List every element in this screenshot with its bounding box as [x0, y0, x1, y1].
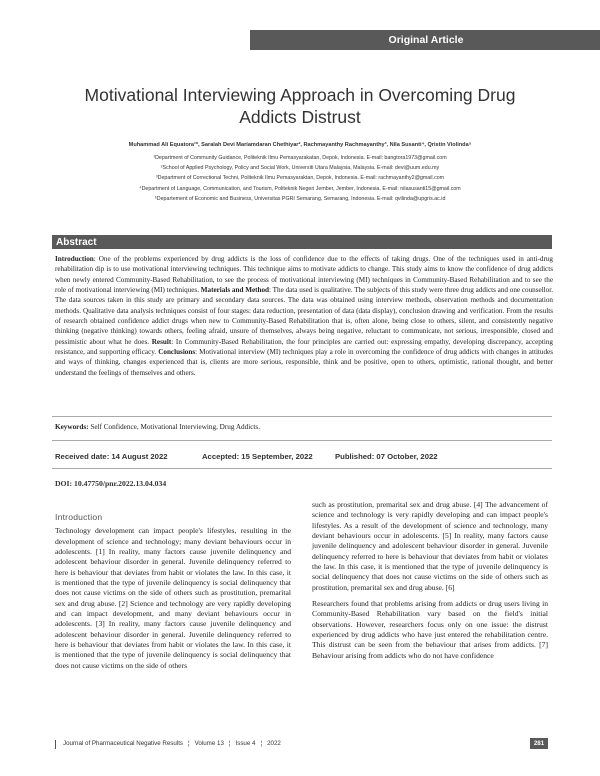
abstract-conclusions-label: Conclusions	[158, 348, 196, 357]
abstract-body	[55, 254, 553, 378]
article-type-banner	[250, 30, 600, 50]
body-column-left	[55, 500, 291, 671]
footer-separator: ¦	[188, 739, 190, 747]
footer-separator: ¦	[260, 739, 263, 747]
abstract-result-text: : In Community-Based Rehabilitation, the four principles are carried out: expressing empathy, developing discrepancy, accepting resistance, and supporting efficacy.	[55, 337, 553, 357]
affiliation-4: ⁴Department of Language, Communication, and Tourism, Politeknik Negeri Jember, Jember, Indonesia. E-mail: nilasusanti15@gmail.com	[139, 185, 461, 192]
footer-separator: ¦	[228, 739, 231, 747]
divider-keywords-bottom	[52, 440, 552, 441]
article-type-label: Original Article	[388, 34, 464, 46]
paper-title: Motivational Interviewing Approach in Overcoming Drug Addicts Distrust	[84, 85, 516, 127]
section-heading-introduction: Introduction	[55, 512, 103, 522]
page-number: 281	[533, 740, 545, 747]
abstract-materials-text: : The data used is qualitative. The subjects of this study were three drug addicts and one counsellor. The data sources taken in this study are primary and secondary data sources. The data was obtained using interview methods, observation methods and documentation methods. Qualitative data analysis techniques consist of four stages: data reduction, presentation of data (data display), conclusion drawing and verification. From the results of research obtained confidence addict drugs when new to Community-Based Rehabilitation that is, often alone, being close to others, silent, and consistently negative thinking (negative thinking) towards others, feeling afraid, unsure of themselves, always being negative, reluctant to communicate, not serious, irresponsible, closed and pessimistic about what he does.	[55, 286, 554, 346]
affiliation-3: ³Department of Correctional Techni, Politeknik Ilmu Pemasyaraktan, Depok, Indonesia. E-mail: rachmayanthy2@gmail.com	[155, 175, 445, 182]
doi-line	[55, 479, 166, 488]
affiliation-1: ¹Department of Community Guidance, Politeknik Ilmu Pemasyarakatan, Depok, Indonesia. E-mail: bangtora1973@gmail.com	[153, 155, 447, 161]
affiliation-5: ⁵Departement of Economic and Business, Universitas PGRI Semarang, Semarang, Indonesia. E-mail: qvilinda@upgris.ac.id	[154, 195, 446, 202]
page-number-box	[530, 738, 548, 749]
body-paragraph: such as prostitution, premarital sex and drug abuse. [4] The advancement of science and technology is very rapidly developing and can impact people's lifestyles. As a result of the development of science and technology, many deviant behaviours occur in adolescents. [5] In reality, many factors cause juvenile delinquency and adolescent behaviour disorder in general. Juvenile delinquency referred to here is behaviour that deviates from habit or violates the law. In this case, it is mentioned that the type of juvenile delinquency is social delinquency that does not cause victims on the side of others such as prostitution, premarital sex and drug abuse. [6]	[312, 500, 548, 592]
divider-doi-top	[52, 468, 552, 469]
author-list: Muhammad Ali Equatora¹*, Saralah Devi Mariamdaran Chethiyar², Rachmayanthy Rachmayanthy³, Nila Susanti⁴, Qristin Violinda⁵	[128, 142, 472, 148]
doi-text: DOI: 10.47750/pnr.2022.13.04.034	[55, 479, 167, 488]
abstract-conclusions-text: : Motivational interview (MI) techniques play a role in overcoming the confidence of drug addicts with changes in attitudes and ways of thinking, changes experienced that is, clients are more serious, responsible, think and be positive, open to others, optimistic, rational thought, and better understand the feelings of themselves and others.	[55, 348, 553, 377]
page-footer	[55, 738, 547, 748]
divider-keywords-top	[52, 416, 552, 417]
keywords-text: Self Confidence, Motivational Interviewing, Drug Addicts.	[88, 423, 261, 431]
keywords	[55, 423, 553, 431]
abstract-heading-bar	[52, 235, 552, 249]
footer-volume: Volume 13	[194, 739, 224, 747]
affiliation-list	[30, 153, 570, 204]
body-paragraph: Researchers found that problems arising from addicts or drug users living in Community-Based Rehabilitation vary based on the field's initial observations. However, researchers focus only on one issue: the distrust experienced by drug addicts who have just entered the rehabilitation centre. This distrust can be seen from the behaviour that arises from addicts. [7] Behaviour arising from addicts who do not have confidence	[312, 599, 548, 660]
footer-issue: Issue 4	[235, 739, 256, 747]
published-date: Published: 07 October, 2022	[335, 452, 438, 461]
body-paragraph: Technology development can impact people's lifestyles, resulting in the development of science and technology; many deviant behaviours occur in adolescents. [1] In reality, many factors cause juvenile delinquency and adolescent behaviour disorder in general. Juvenile delinquency referred to here is behaviour that deviates from habit or violates the law. In this case, it is mentioned that the type of juvenile delinquency is social delinquency that does not cause victims on the side of others such as prostitution, premarital sex and drug abuse. [2] Science and technology are very rapidly developing and can impact development, and many deviant behaviours occur in adolescents. [3] In reality, many factors cause juvenile delinquency and adolescent behaviour disorder in general. Juvenile delinquency referred to here is behaviour that deviates from habit or violates the law. In this case, it is mentioned that the type of juvenile delinquency is social delinquency that does not cause victims on the side of others	[55, 526, 291, 670]
abstract-intro-label: Introduction	[55, 255, 94, 263]
footer-year: 2022	[267, 739, 281, 747]
body-column-right	[312, 500, 548, 661]
accepted-date: Accepted: 15 September, 2022	[202, 452, 313, 461]
footer-journal: Journal of Pharmaceutical Negative Results	[63, 739, 184, 747]
abstract-result-label: Result	[151, 337, 172, 346]
abstract-materials-label: Materials and Method	[200, 286, 270, 295]
abstract-heading: Abstract	[56, 236, 97, 248]
abstract-intro-text: : One of the problems experienced by drug addicts is the loss of confidence due to the effects of taking drugs. One of the techniques used in anti-drug rehabilitation dip is to use motivational interviewing techniques. This technique aims to motivate addicts to change. This study aims to know the confidence of drug addicts when newly entered Community-Based Rehabilitation, to see the process of motivational interviewing (MI) techniques in Community-Based Rehabilitation and to see the role of motivational interviewing (MI) techniques.	[55, 255, 553, 295]
keywords-label: Keywords:	[55, 423, 89, 431]
received-date: Received date: 14 August 2022	[55, 452, 168, 461]
affiliation-2: ²School of Applied Psychology, Policy and Social Work, Universiti Utara Malaysia, Malaysia. E-mail: devi@uum.edu.my	[160, 165, 440, 172]
